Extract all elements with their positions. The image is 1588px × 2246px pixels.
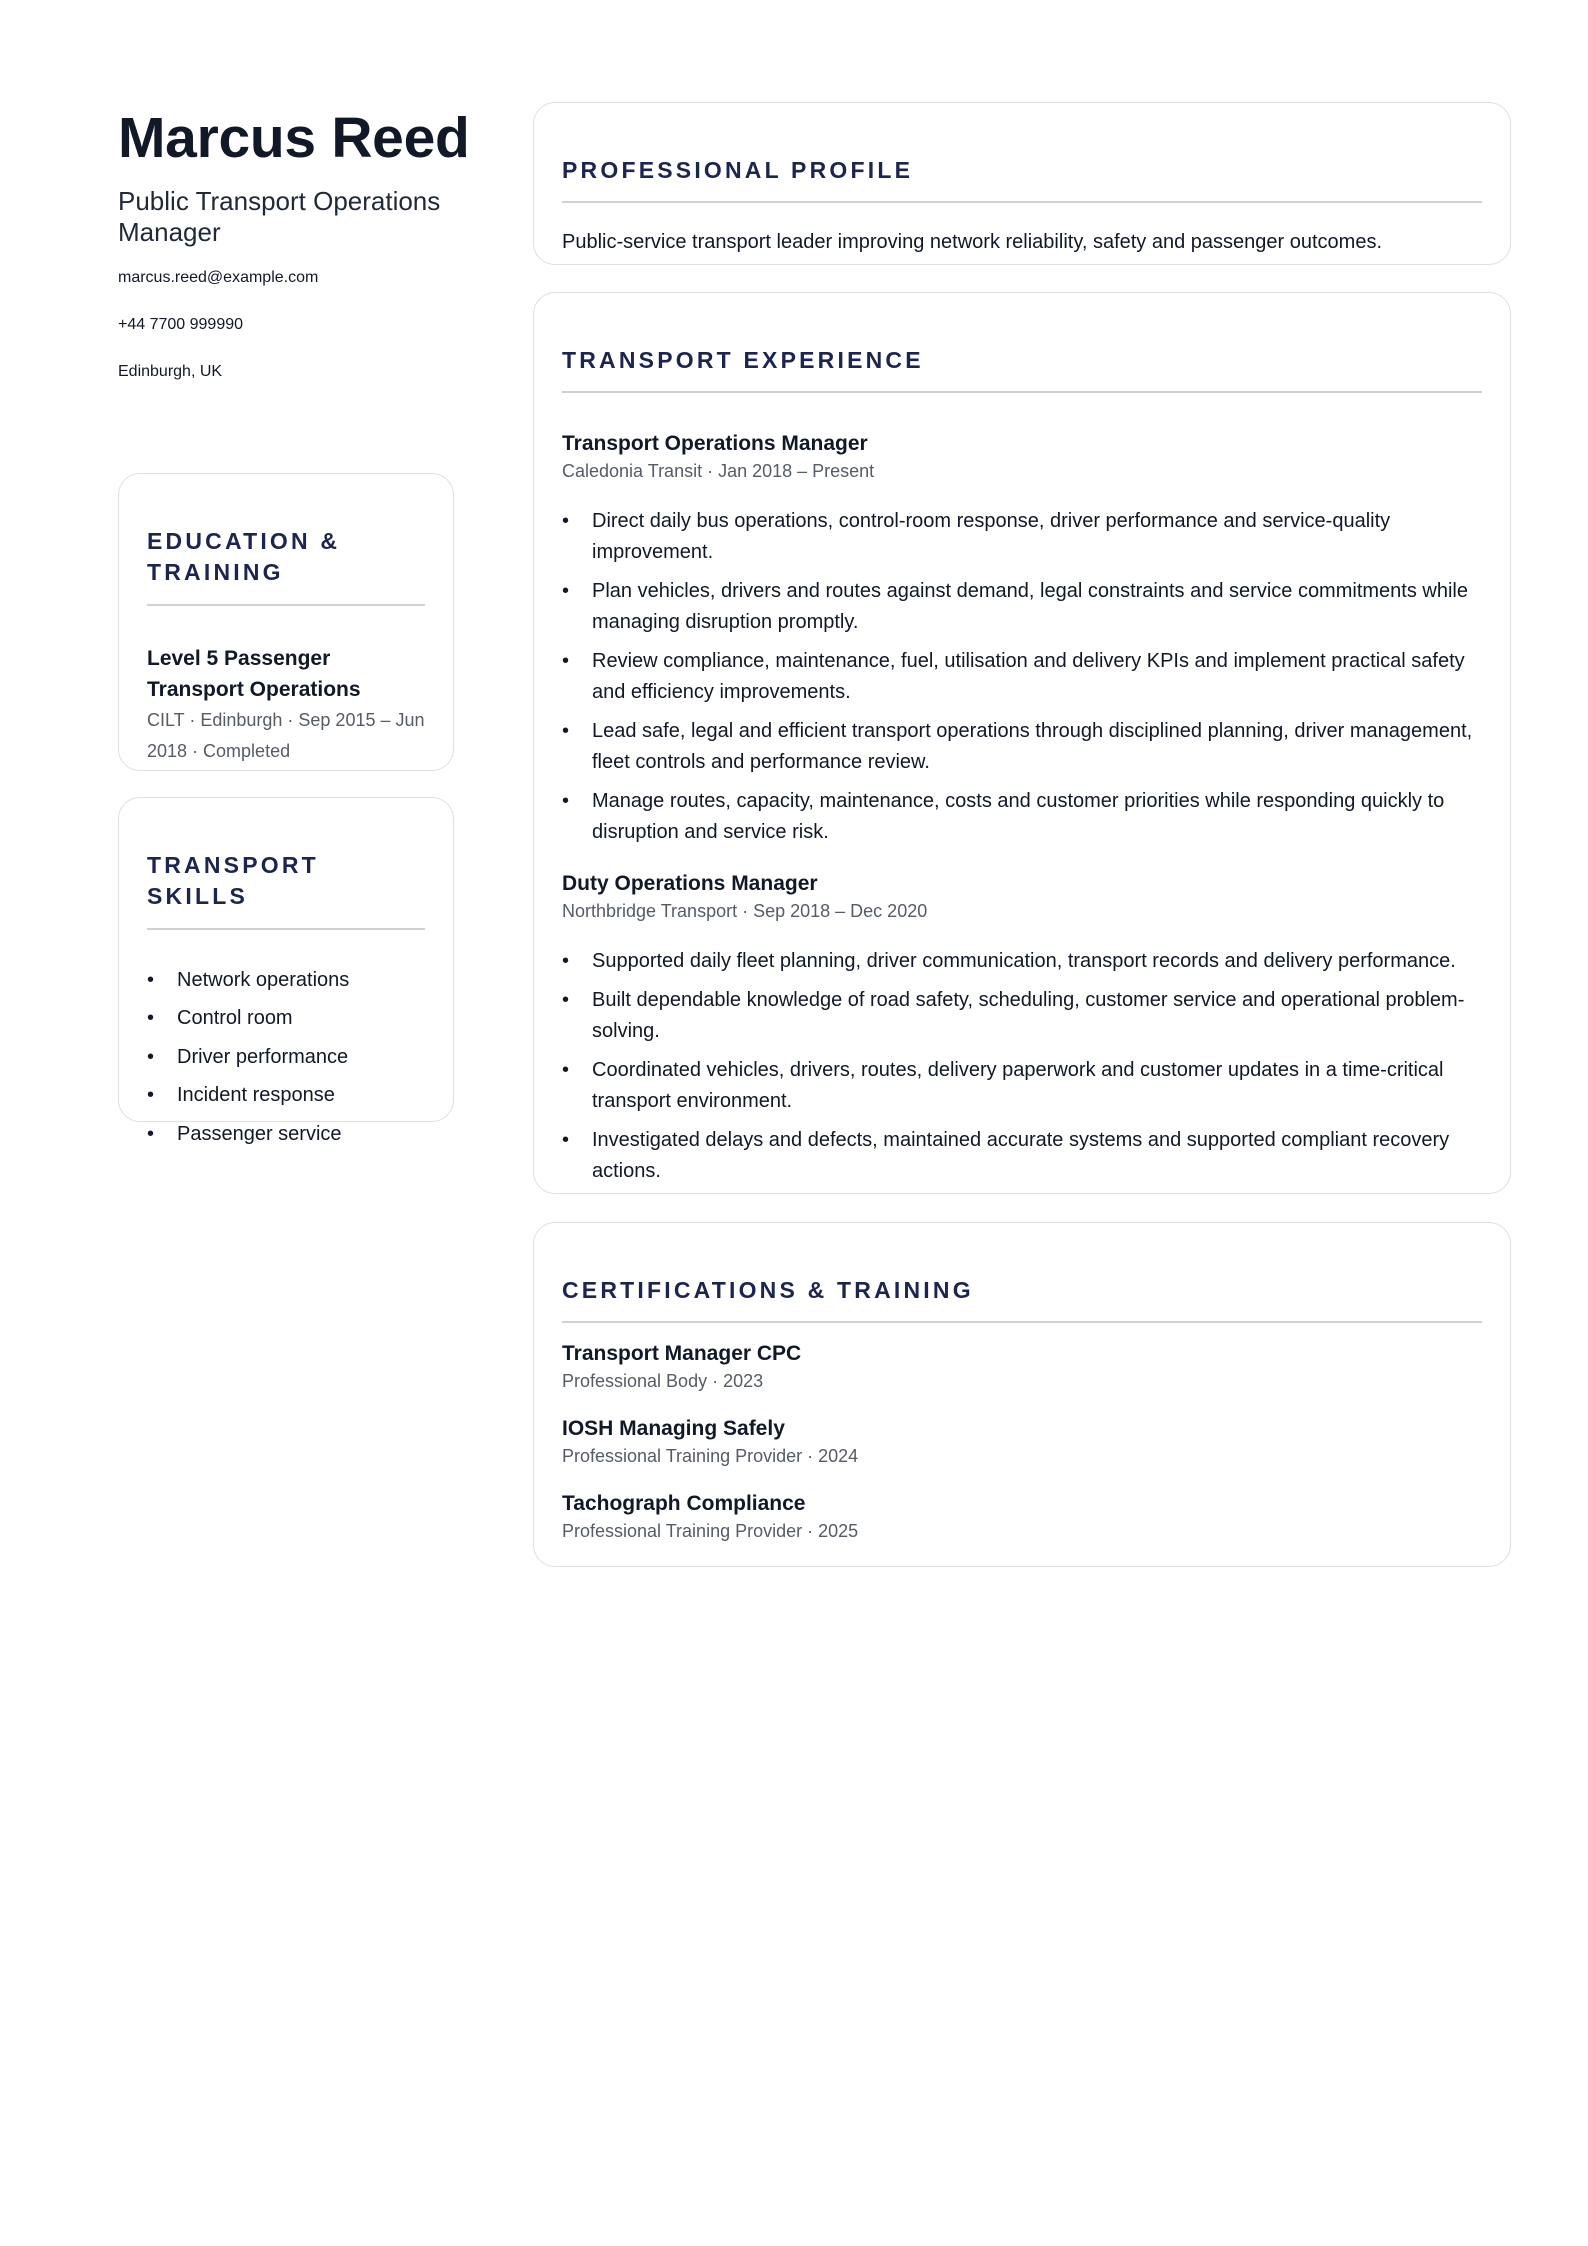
skill-item: • Incident response xyxy=(147,1080,425,1111)
certification-title: Transport Manager CPC xyxy=(562,1341,802,1365)
education-title: EDUCATION & TRAINING xyxy=(147,528,341,585)
certifications-card xyxy=(533,1222,1511,1567)
job-bullet: • Supported daily fleet planning, driver communication, transport records and delivery performance. xyxy=(562,946,1482,977)
job-bullet: • Plan vehicles, drivers and routes against demand, legal constraints and service commitments while managing disruption promptly. xyxy=(562,576,1482,638)
certification-entry xyxy=(562,1490,1482,1544)
job-meta: Caledonia Transit · Jan 2018 – Present xyxy=(562,460,875,481)
section-divider xyxy=(562,391,1482,393)
job-bullet: • Review compliance, maintenance, fuel, utilisation and delivery KPIs and implement practical safety and efficiency improvements. xyxy=(562,646,1482,708)
certification-entry xyxy=(562,1340,1482,1394)
job-title: Duty Operations Manager xyxy=(562,871,818,895)
job-bullet: • Manage routes, capacity, maintenance, costs and customer priorities while responding quickly to disruption and service risk. xyxy=(562,786,1482,848)
contact-location: Edinburgh, UK xyxy=(118,363,223,380)
section-divider xyxy=(147,604,425,606)
skill-item: • Control room xyxy=(147,1003,425,1034)
sidebar xyxy=(118,104,470,409)
candidate-name: Marcus Reed xyxy=(118,106,470,170)
education-entry-meta: CILT · Edinburgh · Sep 2015 – Jun 2018 · Completed xyxy=(147,709,425,761)
job-bullet: • Direct daily bus operations, control-room response, driver performance and service-quality improvement. xyxy=(562,506,1482,568)
job-bullet: • Lead safe, legal and efficient transport operations through disciplined planning, driver management, fleet controls and performance review. xyxy=(562,716,1482,778)
skills-card xyxy=(118,797,454,1145)
contact-list xyxy=(118,268,453,382)
candidate-role: Public Transport Operations Manager xyxy=(118,186,441,247)
job-title: Transport Operations Manager xyxy=(562,431,868,455)
skill-item: • Driver performance xyxy=(147,1042,425,1073)
section-divider xyxy=(562,201,1482,203)
profile-title: PROFESSIONAL PROFILE xyxy=(562,157,914,183)
job-bullet: • Investigated delays and defects, maintained accurate systems and supported compliant recovery actions. xyxy=(562,1125,1482,1187)
certification-meta: Professional Training Provider · 2024 xyxy=(562,1445,859,1466)
job-bullets xyxy=(562,946,1482,1187)
contact-email[interactable]: marcus.reed@example.com xyxy=(118,269,319,286)
contact-phone[interactable]: +44 7700 999990 xyxy=(118,316,244,333)
certification-title: IOSH Managing Safely xyxy=(562,1416,785,1440)
certification-meta: Professional Body · 2023 xyxy=(562,1370,764,1391)
certification-title: Tachograph Compliance xyxy=(562,1491,806,1515)
skills-list xyxy=(147,965,425,1150)
skills-title: TRANSPORT SKILLS xyxy=(147,852,319,909)
certification-entry xyxy=(562,1415,1482,1469)
skill-item: • Passenger service xyxy=(147,1119,425,1150)
job-bullet: • Built dependable knowledge of road safety, scheduling, customer service and operational problem-solving. xyxy=(562,985,1482,1047)
profile-card xyxy=(533,102,1511,265)
experience-title: TRANSPORT EXPERIENCE xyxy=(562,347,924,373)
certifications-title: CERTIFICATIONS & TRAINING xyxy=(562,1277,974,1303)
job-bullet: • Coordinated vehicles, drivers, routes, delivery paperwork and customer updates in a time-critical transport environment. xyxy=(562,1055,1482,1117)
profile-summary: Public-service transport leader improving network reliability, safety and passenger outcomes. xyxy=(562,230,1383,253)
section-divider xyxy=(562,1321,1482,1323)
job-meta: Northbridge Transport · Sep 2018 – Dec 2020 xyxy=(562,900,928,921)
experience-card xyxy=(533,292,1511,1194)
job-bullets xyxy=(562,506,1482,848)
section-divider xyxy=(147,928,425,930)
education-entry-title: Level 5 Passenger Transport Operations xyxy=(147,646,361,701)
skill-item: • Network operations xyxy=(147,965,425,996)
job-entry xyxy=(562,430,1482,848)
certification-meta: Professional Training Provider · 2025 xyxy=(562,1520,859,1541)
education-entry xyxy=(147,643,425,767)
education-card xyxy=(118,473,454,771)
job-entry xyxy=(562,870,1482,1187)
